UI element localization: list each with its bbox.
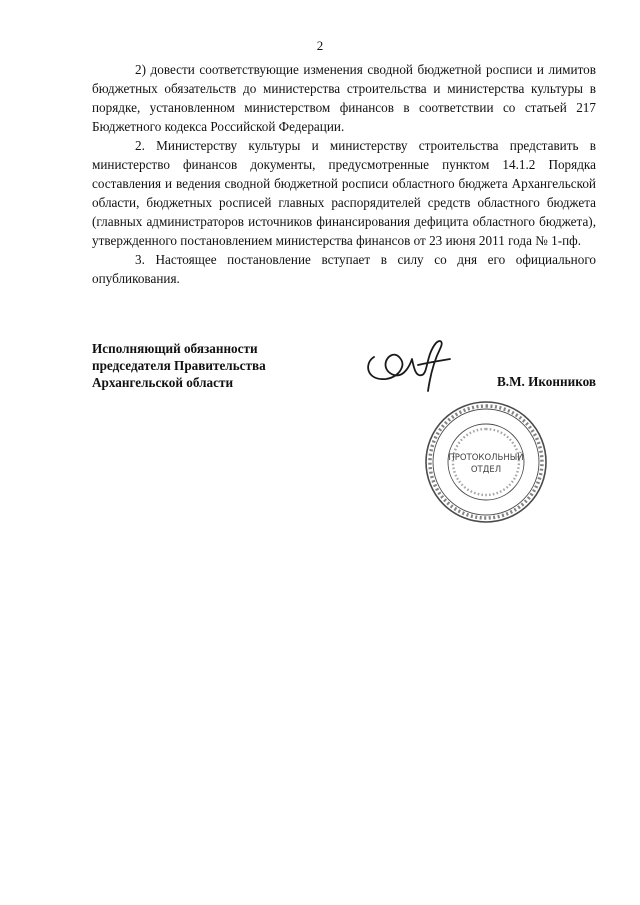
- signature-block: [92, 340, 596, 400]
- page-number: 2: [316, 38, 324, 53]
- stamp-center-line: ПРОТОКОЛЬНЫЙ: [448, 453, 524, 463]
- official-stamp: [424, 400, 548, 524]
- document-body: [92, 60, 596, 288]
- paragraph-item-2: 2) довести соответствующие изменения сводной бюджетной росписи и лимитов бюджетных обязательств до министерства строительства и министерства культуры в порядке, установленном министерством финансов в соответствии со статьей 217 Бюджетного кодекса Российской Федерации.: [92, 62, 596, 134]
- handwritten-signature: [360, 335, 460, 395]
- paragraph-point-2: 2. Министерству культуры и министерству строительства представить в министерство финансов документы, предусмотренные пунктом 14.1.2 Порядка составления и ведения сводной бюджетной росписи областного бюджета Архангельской области, бюджетных росписей главных распорядителей средств областного бюджета (главных администраторов источников финансирования дефицита областного бюджета), утвержденного постановлением министерства финансов от 23 июня 2011 года № 1-пф.: [92, 138, 596, 248]
- signer-name: В.М. Иконников: [496, 374, 596, 389]
- signer-title-line: председателя Правительства: [92, 358, 266, 373]
- signer-title-line: Архангельской области: [92, 375, 234, 390]
- signer-title: [92, 340, 266, 391]
- stamp-center-line: ОТДЕЛ: [470, 465, 502, 475]
- paragraph-point-3: 3. Настоящее постановление вступает в силу со дня его официального опубликования.: [92, 252, 596, 286]
- signer-title-line: Исполняющий обязанности: [92, 341, 258, 356]
